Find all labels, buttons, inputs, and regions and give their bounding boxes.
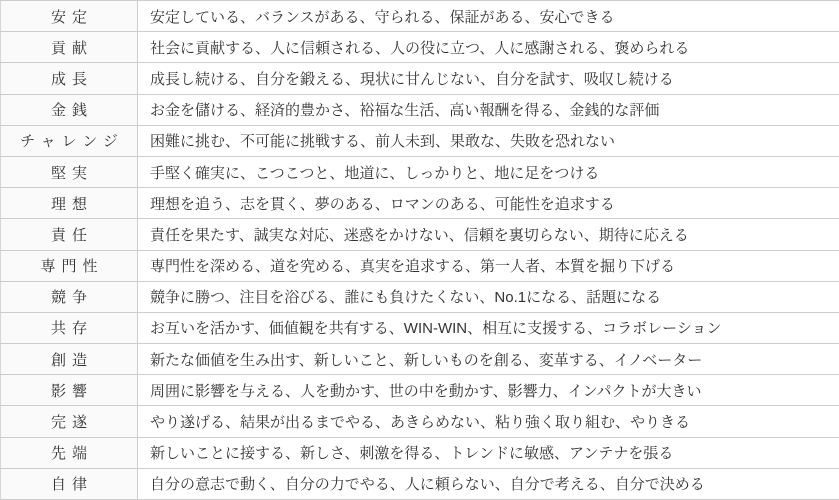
value-keyword: 成長	[0, 63, 138, 93]
table-row	[0, 157, 839, 188]
table-row	[0, 95, 839, 126]
value-description: 社会に貢献する、人に信頼される、人の役に立つ、人に感謝される、褒められる	[150, 39, 690, 57]
table-row	[0, 375, 839, 406]
value-keyword: 専門性	[0, 251, 138, 281]
value-keyword: 堅実	[0, 157, 138, 187]
value-keyword: チャレンジ	[0, 126, 138, 156]
table-row	[0, 406, 839, 437]
value-keyword: 先端	[0, 438, 138, 468]
value-description: 新しいことに接する、新しさ、刺激を得る、トレンドに敏感、アンテナを張る	[150, 445, 674, 463]
table-row	[0, 251, 839, 282]
table-row	[0, 438, 839, 469]
value-description: 成長し続ける、自分を鍛える、現状に甘んじない、自分を試す、吸収し続ける	[150, 70, 674, 88]
value-description: 責任を果たす、誠実な対応、迷惑をかけない、信頼を裏切らない、期待に応える	[150, 226, 689, 244]
value-keyword: 影響	[0, 375, 138, 405]
value-description: 専門性を深める、道を究める、真実を追求する、第一人者、本質を掘り下げる	[150, 258, 676, 276]
value-description: 困難に挑む、不可能に挑戦する、前人未到、果敢な、失敗を恐れない	[150, 133, 616, 151]
table-row	[0, 313, 839, 344]
value-description: 安定している、バランスがある、守られる、保証がある、安心できる	[150, 8, 615, 26]
value-description: 手堅く確実に、こつこつと、地道に、しっかりと、地に足をつける	[150, 164, 600, 182]
value-description: 自分の意志で動く、自分の力でやる、人に頼らない、自分で考える、自分で決める	[150, 476, 705, 494]
value-keyword: 創造	[0, 344, 138, 374]
value-description: 新たな価値を生み出す、新しいこと、新しいものを創る、変革する、イノベーター	[150, 351, 703, 369]
table-row	[0, 32, 839, 63]
value-keyword: 競争	[0, 282, 138, 312]
value-keyword: 自律	[0, 469, 138, 499]
value-keyword: 金銭	[0, 95, 138, 125]
value-keyword: 責任	[0, 219, 138, 249]
table-row	[0, 469, 839, 500]
value-keyword: 理想	[0, 188, 138, 218]
value-keyword: 安定	[0, 1, 138, 31]
value-description: 競争に勝つ、注目を浴びる、誰にも負けたくない、No.1になる、話題になる	[150, 289, 662, 307]
value-description: お金を儲ける、経済的豊かさ、裕福な生活、高い報酬を得る、金銭的な評価	[150, 102, 660, 120]
value-keyword: 完遂	[0, 406, 138, 436]
value-description: やり遂げる、結果が出るまでやる、あきらめない、粘り強く取り組む、やりきる	[150, 414, 691, 432]
table-row	[0, 282, 839, 313]
table-row	[0, 63, 839, 94]
value-description: 理想を追う、志を貫く、夢のある、ロマンのある、可能性を追求する	[150, 195, 615, 213]
value-description: 周囲に影響を与える、人を動かす、世の中を動かす、影響力、インパクトが大きい	[150, 382, 702, 400]
table-row	[0, 1, 839, 32]
table-row	[0, 126, 839, 157]
value-description: お互いを活かす、価値観を共有する、WIN-WIN、相互に支援する、コラボレーション	[150, 320, 722, 338]
table-row	[0, 344, 839, 375]
value-keyword: 共存	[0, 313, 138, 343]
table-row	[0, 188, 839, 219]
table-row	[0, 219, 839, 250]
value-keyword: 貢献	[0, 32, 138, 62]
